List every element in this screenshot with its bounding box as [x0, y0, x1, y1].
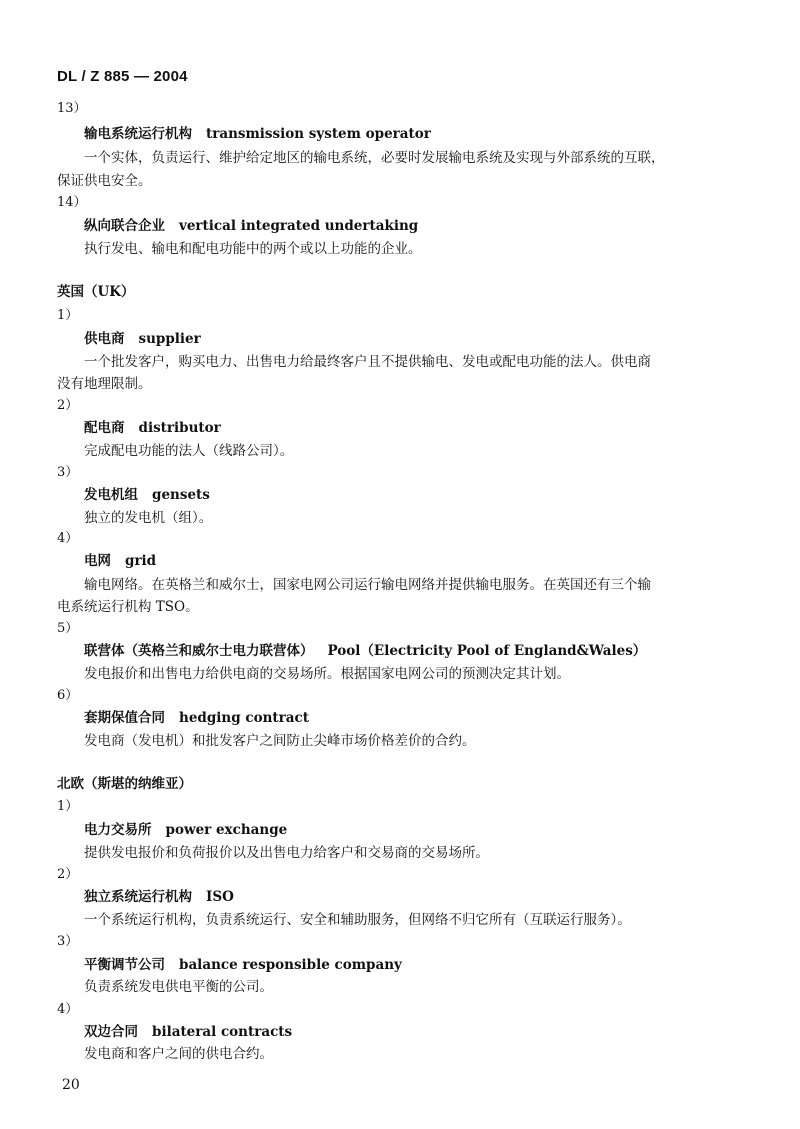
item-number: 4） — [57, 1002, 79, 1017]
term-heading — [84, 125, 431, 143]
term-zh: 独立系统运行机构 — [84, 889, 192, 905]
item-number: 4） — [57, 531, 79, 546]
item-number: 1） — [57, 799, 79, 814]
item-number: 2） — [57, 398, 79, 413]
term-zh: 联营体（英格兰和威尔士电力联营体） — [84, 643, 314, 659]
term-zh: 发电机组 — [84, 487, 138, 503]
section-title-nordic: 北欧（斯堪的纳维亚） — [57, 776, 192, 792]
term-heading — [84, 642, 646, 660]
term-definition-cont: 没有地理限制。 — [57, 376, 152, 392]
item-number: 6） — [57, 688, 79, 703]
term-heading — [84, 419, 221, 437]
term-definition: 输电网络。在英格兰和威尔士，国家电网公司运行输电网络并提供输电服务。在英国还有三个输 — [84, 577, 651, 593]
term-definition-cont: 电系统运行机构 TSO。 — [57, 599, 199, 615]
term-definition: 负责系统发电供电平衡的公司。 — [84, 979, 273, 995]
item-number: 3） — [57, 465, 79, 480]
section-title-uk: 英国（UK） — [57, 284, 135, 300]
term-definition: 发电商和客户之间的供电合约。 — [84, 1046, 273, 1062]
term-en: grid — [125, 553, 157, 569]
term-heading — [84, 552, 156, 570]
term-en: gensets — [152, 487, 210, 503]
page-number: 20 — [62, 1077, 80, 1093]
term-zh: 电力交易所 — [84, 822, 152, 838]
term-heading — [84, 709, 309, 727]
term-definition: 发电商（发电机）和批发客户之间防止尖峰市场价格差价的合约。 — [84, 733, 476, 749]
term-en: distributor — [138, 420, 221, 436]
term-zh: 输电系统运行机构 — [84, 126, 192, 142]
item-number: 3） — [57, 934, 79, 949]
term-en: bilateral contracts — [152, 1024, 293, 1040]
term-heading — [84, 330, 201, 348]
item-number: 1） — [57, 308, 79, 323]
term-definition: 执行发电、输电和配电功能中的两个或以上功能的企业。 — [84, 241, 422, 257]
term-zh: 供电商 — [84, 331, 125, 347]
term-en: transmission system operator — [206, 126, 431, 142]
term-heading — [84, 1023, 292, 1041]
term-heading — [84, 821, 287, 839]
term-en: balance responsible company — [179, 957, 402, 973]
term-en: ISO — [206, 889, 234, 905]
term-definition: 一个实体，负责运行、维护给定地区的输电系统，必要时发展输电系统及实现与外部系统的互联， — [84, 150, 665, 166]
item-number: 2） — [57, 867, 79, 882]
term-en: hedging contract — [179, 710, 309, 726]
term-zh: 配电商 — [84, 420, 125, 436]
term-zh: 纵向联合企业 — [84, 218, 165, 234]
item-number: 14） — [57, 195, 87, 210]
term-definition: 提供发电报价和负荷报价以及出售电力给客户和交易商的交易场所。 — [84, 845, 489, 861]
term-definition: 一个批发客户，购买电力、出售电力给最终客户且不提供输电、发电或配电功能的法人。供电商 — [84, 354, 651, 370]
standard-code-header: DL / Z 885 — 2004 — [57, 68, 188, 85]
term-zh: 双边合同 — [84, 1024, 138, 1040]
term-definition: 完成配电功能的法人（线路公司）。 — [84, 443, 294, 459]
term-heading — [84, 486, 210, 504]
term-definition: 独立的发电机（组）。 — [84, 510, 213, 526]
term-heading — [84, 956, 402, 974]
term-en: supplier — [138, 331, 201, 347]
term-zh: 电网 — [84, 553, 111, 569]
term-zh: 套期保值合同 — [84, 710, 165, 726]
item-number: 13） — [57, 101, 87, 116]
term-en: Pool（Electricity Pool of England&Wales） — [327, 643, 647, 659]
term-definition: 发电报价和出售电力给供电商的交易场所。根据国家电网公司的预测决定其计划。 — [84, 666, 570, 682]
term-heading — [84, 888, 234, 906]
term-en: power exchange — [165, 822, 288, 838]
term-en: vertical integrated undertaking — [179, 218, 419, 234]
item-number: 5） — [57, 621, 79, 636]
term-definition: 一个系统运行机构，负责系统运行、安全和辅助服务，但网络不归它所有（互联运行服务）。 — [84, 912, 631, 928]
term-heading — [84, 217, 418, 235]
term-definition-cont: 保证供电安全。 — [57, 173, 152, 189]
term-zh: 平衡调节公司 — [84, 957, 165, 973]
